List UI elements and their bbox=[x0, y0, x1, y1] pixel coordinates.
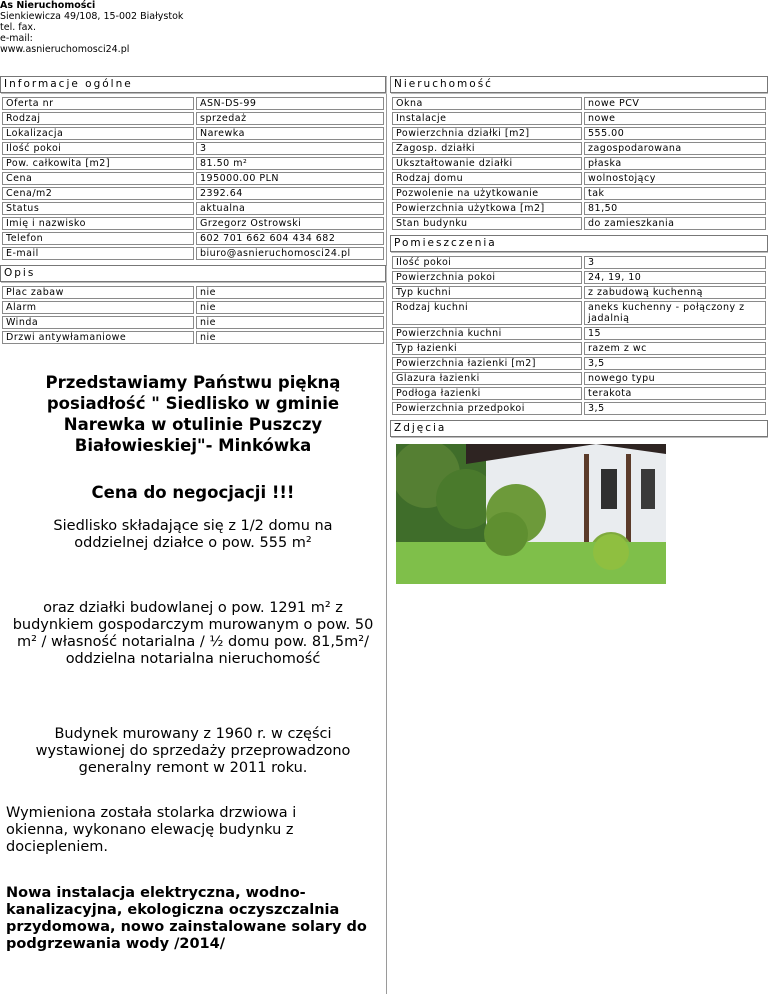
rooms-label: Ilość pokoi bbox=[392, 256, 582, 269]
general-label: Cena bbox=[2, 172, 194, 185]
agency-header bbox=[0, 0, 183, 55]
property-row bbox=[392, 142, 766, 155]
right-column bbox=[390, 76, 768, 441]
rooms-table bbox=[390, 254, 768, 417]
rooms-value: 3,5 bbox=[584, 402, 766, 415]
property-row bbox=[392, 172, 766, 185]
property-label: Ukształtowanie działki bbox=[392, 157, 582, 170]
general-row bbox=[2, 202, 384, 215]
general-row bbox=[2, 112, 384, 125]
agency-address: Sienkiewicza 49/108, 15-002 Białystok bbox=[0, 11, 184, 22]
general-label: Telefon bbox=[2, 232, 194, 245]
property-row bbox=[392, 127, 766, 140]
general-value: 2392.64 bbox=[196, 187, 384, 200]
property-row bbox=[392, 157, 766, 170]
opis-label: Winda bbox=[2, 316, 194, 329]
property-label: Powierzchnia działki [m2] bbox=[392, 127, 582, 140]
property-label: Rodzaj domu bbox=[392, 172, 582, 185]
rooms-value: 15 bbox=[584, 327, 766, 340]
rooms-row bbox=[392, 256, 766, 269]
desc-paragraph-1 bbox=[0, 518, 386, 552]
rooms-label: Typ łazienki bbox=[392, 342, 582, 355]
rooms-row bbox=[392, 387, 766, 400]
section-photos-title: Zdjęcia bbox=[390, 420, 768, 437]
general-label: Oferta nr bbox=[2, 97, 194, 110]
general-row bbox=[2, 172, 384, 185]
general-value: Narewka bbox=[196, 127, 384, 140]
property-photo[interactable] bbox=[396, 444, 666, 584]
desc-p1-text: Siedlisko składające się z 1/2 domu na oddzielnej działce o pow. 555 m² bbox=[53, 518, 333, 551]
general-label: Lokalizacja bbox=[2, 127, 194, 140]
general-label: Pow. całkowita [m2] bbox=[2, 157, 194, 170]
general-table bbox=[0, 95, 386, 262]
opis-label: Plac zabaw bbox=[2, 286, 194, 299]
property-label: Stan budynku bbox=[392, 217, 582, 230]
opis-row bbox=[2, 301, 384, 314]
opis-value: nie bbox=[196, 331, 384, 344]
general-label: Cena/m2 bbox=[2, 187, 194, 200]
opis-row bbox=[2, 286, 384, 299]
section-general-title: Informacje ogólne bbox=[0, 76, 386, 93]
price-note-text: Cena do negocjacji !!! bbox=[91, 483, 295, 502]
property-value: nowe bbox=[584, 112, 766, 125]
rooms-value: terakota bbox=[584, 387, 766, 400]
property-value: nowe PCV bbox=[584, 97, 766, 110]
rooms-row bbox=[392, 342, 766, 355]
agency-name: As Nieruchomości bbox=[0, 0, 96, 11]
opis-label: Drzwi antywłamaniowe bbox=[2, 331, 194, 344]
general-value: Grzegorz Ostrowski bbox=[196, 217, 384, 230]
desc-paragraph-5 bbox=[0, 885, 386, 953]
opis-row bbox=[2, 316, 384, 329]
general-value: aktualna bbox=[196, 202, 384, 215]
opis-label: Alarm bbox=[2, 301, 194, 314]
opis-value: nie bbox=[196, 286, 384, 299]
general-row bbox=[2, 217, 384, 230]
agency-website[interactable]: www.asnieruchomosci24.pl bbox=[0, 44, 130, 55]
desc-p3-text: Budynek murowany z 1960 r. w części wystawionej do sprzedaży przeprowadzono generalny remont w 2011 roku. bbox=[35, 726, 351, 776]
photo-window bbox=[601, 469, 617, 509]
rooms-row bbox=[392, 286, 766, 299]
desc-p2-text: oraz działki budowlanej o pow. 1291 m² z budynkiem gospodarczym murowanym o pow. 50 m² / własność notarialna / ½ domu pow. 81,5m²/ oddzielna notarialna nieruchomość bbox=[12, 600, 374, 667]
rooms-label: Typ kuchni bbox=[392, 286, 582, 299]
rooms-row bbox=[392, 402, 766, 415]
property-value: płaska bbox=[584, 157, 766, 170]
general-row bbox=[2, 247, 384, 260]
general-label: Imię i nazwisko bbox=[2, 217, 194, 230]
property-label: Powierzchnia użytkowa [m2] bbox=[392, 202, 582, 215]
rooms-label: Podłoga łazienki bbox=[392, 387, 582, 400]
description-heading bbox=[0, 372, 386, 456]
general-value: 3 bbox=[196, 142, 384, 155]
rooms-row bbox=[392, 301, 766, 325]
price-note bbox=[0, 483, 386, 502]
property-value: 555.00 bbox=[584, 127, 766, 140]
rooms-label: Glazura łazienki bbox=[392, 372, 582, 385]
section-property-title: Nieruchomość bbox=[390, 76, 768, 93]
rooms-label: Powierzchnia kuchni bbox=[392, 327, 582, 340]
general-row bbox=[2, 232, 384, 245]
section-rooms-title: Pomieszczenia bbox=[390, 235, 768, 252]
general-row bbox=[2, 157, 384, 170]
property-row bbox=[392, 202, 766, 215]
rooms-value: 3 bbox=[584, 256, 766, 269]
property-label: Instalacje bbox=[392, 112, 582, 125]
opis-value: nie bbox=[196, 316, 384, 329]
property-value: wolnostojący bbox=[584, 172, 766, 185]
property-table bbox=[390, 95, 768, 232]
general-value: 81.50 m² bbox=[196, 157, 384, 170]
rooms-label: Powierzchnia przedpokoi bbox=[392, 402, 582, 415]
desc-p5-text: Nowa instalacja elektryczna, wodno-kanalizacyjna, ekologiczna oczyszczalnia przydomowa, nowo zainstalowane solary do podgrzewania wody /2014/ bbox=[6, 885, 367, 952]
rooms-row bbox=[392, 327, 766, 340]
property-row bbox=[392, 112, 766, 125]
agency-phone: tel. fax. bbox=[0, 22, 37, 33]
general-value: 602 701 662 604 434 682 bbox=[196, 232, 384, 245]
rooms-row bbox=[392, 357, 766, 370]
general-label: Rodzaj bbox=[2, 112, 194, 125]
general-row bbox=[2, 142, 384, 155]
general-label: E-mail bbox=[2, 247, 194, 260]
desc-paragraph-4 bbox=[0, 805, 386, 856]
rooms-value: 3,5 bbox=[584, 357, 766, 370]
general-value: 195000.00 PLN bbox=[196, 172, 384, 185]
general-row bbox=[2, 187, 384, 200]
desc-paragraph-3 bbox=[0, 726, 386, 777]
opis-row bbox=[2, 331, 384, 344]
rooms-label: Powierzchnia pokoi bbox=[392, 271, 582, 284]
section-opis-title: Opis bbox=[0, 265, 386, 282]
general-value: ASN-DS-99 bbox=[196, 97, 384, 110]
property-label: Pozwolenie na użytkowanie bbox=[392, 187, 582, 200]
property-value: zagospodarowana bbox=[584, 142, 766, 155]
description-heading-text: Przedstawiamy Państwu piękną posiadłość " Siedlisko w gminie Narewka w otulinie Puszczy Białowieskiej"- Minkówka bbox=[45, 373, 341, 455]
property-row bbox=[392, 187, 766, 200]
general-row bbox=[2, 97, 384, 110]
rooms-value: aneks kuchenny - połączony z jadalnią bbox=[584, 301, 766, 325]
rooms-value: z zabudową kuchenną bbox=[584, 286, 766, 299]
general-value: sprzedaż bbox=[196, 112, 384, 125]
property-value: tak bbox=[584, 187, 766, 200]
rooms-label: Powierzchnia łazienki [m2] bbox=[392, 357, 582, 370]
opis-table bbox=[0, 284, 386, 346]
general-row bbox=[2, 127, 384, 140]
general-label: Ilość pokoi bbox=[2, 142, 194, 155]
desc-paragraph-2 bbox=[0, 600, 386, 668]
property-value: 81,50 bbox=[584, 202, 766, 215]
rooms-row bbox=[392, 271, 766, 284]
property-value: do zamieszkania bbox=[584, 217, 766, 230]
property-row bbox=[392, 97, 766, 110]
opis-value: nie bbox=[196, 301, 384, 314]
rooms-label: Rodzaj kuchni bbox=[392, 301, 582, 325]
agency-email: e-mail: bbox=[0, 33, 33, 44]
desc-p4-text: Wymieniona została stolarka drzwiowa i okienna, wykonano elewację budynku z dociepleniem. bbox=[6, 805, 297, 855]
rooms-value: razem z wc bbox=[584, 342, 766, 355]
rooms-row bbox=[392, 372, 766, 385]
rooms-value: nowego typu bbox=[584, 372, 766, 385]
property-row bbox=[392, 217, 766, 230]
property-label: Okna bbox=[392, 97, 582, 110]
general-value: biuro@asnieruchomosci24.pl bbox=[196, 247, 384, 260]
rooms-value: 24, 19, 10 bbox=[584, 271, 766, 284]
property-label: Zagosp. działki bbox=[392, 142, 582, 155]
general-label: Status bbox=[2, 202, 194, 215]
